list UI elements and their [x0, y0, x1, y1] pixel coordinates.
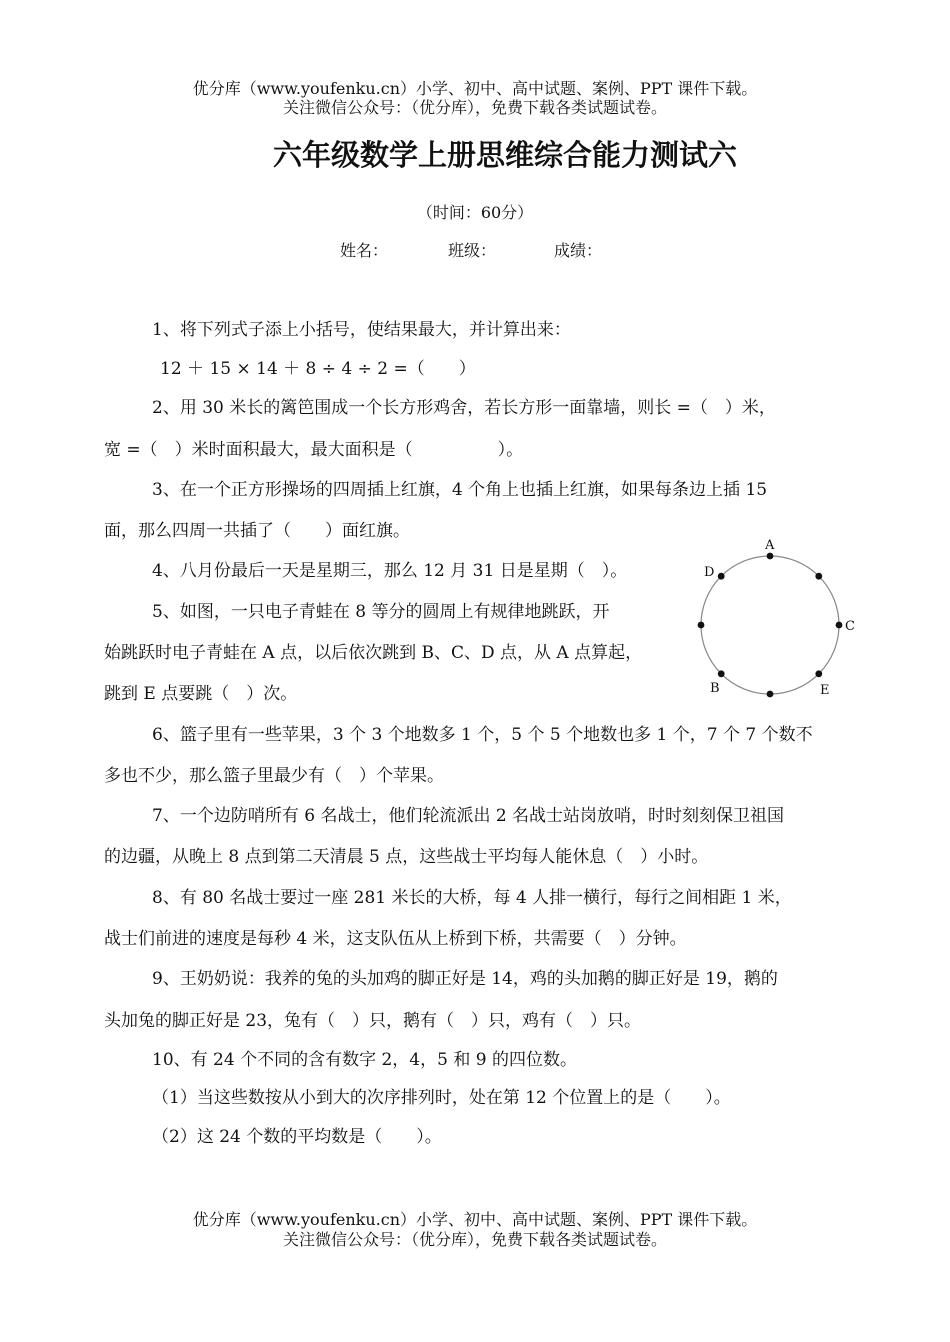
question-5-line-3: 跳到 E 点要跳（ ）次。: [104, 684, 298, 704]
point-d: [718, 573, 725, 580]
question-8-line-2: 战士们前进的速度是每秒 4 米，这支队伍从上桥到下桥，共需要（ ）分钟。: [104, 929, 687, 949]
page-title: 六年级数学上册思维综合能力测试六: [272, 138, 737, 172]
question-2-line-1: 2、用 30 米长的篱笆围成一个长方形鸡舍，若长方形一面靠墙，则长 =（ ）米，: [152, 398, 776, 418]
header-line-2: 关注微信公众号：（优分库），免费下载各类试题试卷。: [282, 98, 667, 117]
label-a: A: [765, 538, 775, 553]
circle-figure: [692, 536, 860, 704]
question-5-line-1: 5、如图，一只电子青蛙在 8 等分的圆周上有规律地跳跃，开: [152, 602, 610, 622]
score-label: 成绩：: [554, 241, 603, 260]
point-e: [815, 670, 822, 677]
question-2-line-2: 宽 =（ ）米时面积最大，最大面积是（ ）。: [104, 440, 524, 460]
point-bottom: [767, 691, 774, 698]
point-top-right: [815, 573, 822, 580]
question-6-line-2: 多也不少，那么篮子里最少有（ ）个苹果。: [104, 766, 444, 786]
question-10-text: 10、有 24 个不同的含有数字 2，4，5 和 9 的四位数。: [152, 1050, 577, 1070]
question-1-text: 1、将下列式子添上小括号，使结果最大，并计算出来：: [152, 320, 571, 340]
point-c: [836, 622, 843, 629]
question-4-text: 4、八月份最后一天是星期三，那么 12 月 31 日是星期（ ）。: [152, 561, 628, 581]
footer-line-1: 优分库（www.youfenku.cn）小学、初中、高中试题、案例、PPT 课件下载。: [192, 1210, 758, 1229]
question-10-sub-2: （2）这 24 个数的平均数是（ ）。: [152, 1127, 442, 1147]
question-3-line-1: 3、在一个正方形操场的四周插上红旗，4 个角上也插上红旗，如果每条边上插 15: [152, 480, 768, 500]
point-left: [698, 622, 705, 629]
question-10-sub-1: （1）当这些数按从小到大的次序排列时，处在第 12 个位置上的是（ ）。: [152, 1088, 731, 1108]
question-3-line-2: 面，那么四周一共插了（ ）面红旗。: [104, 521, 410, 541]
label-b: B: [710, 681, 720, 696]
header-line-1: 优分库（www.youfenku.cn）小学、初中、高中试题、案例、PPT 课件下载。: [192, 79, 758, 98]
footer-line-2: 关注微信公众号：（优分库），免费下载各类试题试卷。: [282, 1230, 667, 1249]
point-a: [767, 553, 774, 560]
label-c: C: [845, 619, 855, 634]
point-b: [718, 670, 725, 677]
label-e: E: [820, 683, 830, 698]
class-label: 班级：: [448, 241, 497, 260]
time-limit: （时间：60分）: [416, 203, 534, 222]
question-1-expression: 12 ＋ 15 × 14 ＋ 8 ÷ 4 ÷ 2 =（ ）: [160, 359, 476, 379]
circle-diagram: [692, 536, 860, 704]
question-5-line-2: 始跳跃时电子青蛙在 A 点，以后依次跳到 B、C、D 点，从 A 点算起，: [104, 643, 643, 663]
question-6-line-1: 6、篮子里有一些苹果，3 个 3 个地数多 1 个，5 个 5 个地数也多 1 个，7 个 7 个数不: [152, 725, 813, 745]
question-7-line-1: 7、一个边防哨所有 6 名战士，他们轮流派出 2 名战士站岗放哨，时时刻刻保卫祖国: [152, 806, 785, 826]
question-7-line-2: 的边疆，从晚上 8 点到第二天清晨 5 点，这些战士平均每人能休息（ ）小时。: [104, 847, 709, 867]
question-8-line-1: 8、有 80 名战士要过一座 281 米长的大桥，每 4 人排一横行，每行之间相距 1 米，: [152, 888, 792, 908]
label-d: D: [704, 565, 715, 580]
question-9-line-2: 头加兔的脚正好是 23，兔有（ ）只，鹅有（ ）只，鸡有（ ）只。: [104, 1011, 642, 1031]
question-9-line-1: 9、王奶奶说：我养的兔的头加鸡的脚正好是 14，鸡的头加鹅的脚正好是 19，鹅的: [152, 969, 778, 989]
name-label: 姓名：: [340, 241, 389, 260]
